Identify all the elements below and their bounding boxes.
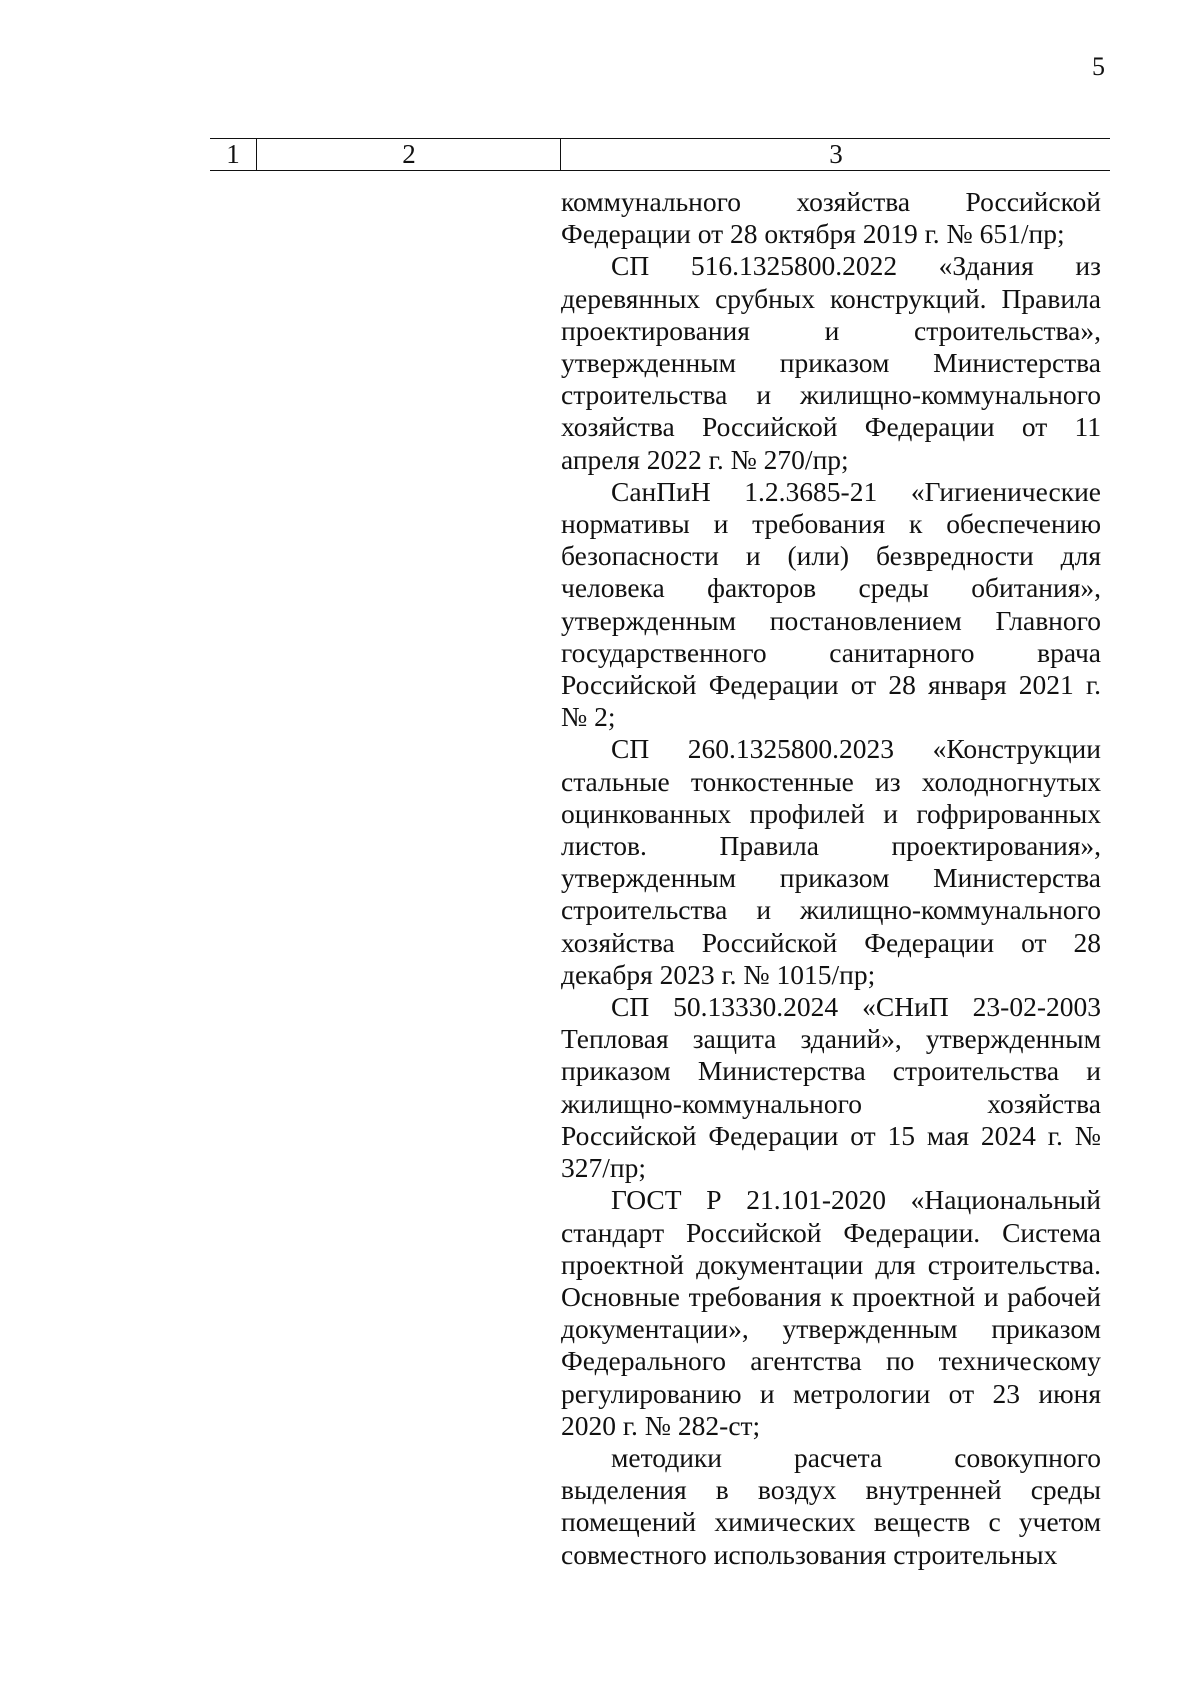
paragraph-continuation: коммунального хозяйства Российской Федерации от 28 октября 2019 г. № 651/пр;: [561, 186, 1101, 250]
table-cell-column-3: [561, 186, 1101, 1571]
paragraph-sp-516: СП 516.1325800.2022 «Здания из деревянных срубных конструкций. Правила проектирования и строительства», утвержденным приказом Министерства строительства и жилищно-коммунального хозяйства Российской Федерации от 11 апреля 2022 г. № 270/пр;: [561, 250, 1101, 475]
paragraph-sp-50: СП 50.13330.2024 «СНиП 23-02-2003 Тепловая защита зданий», утвержденным приказом Министерства строительства и жилищно-коммунального хозяйства Российской Федерации от 15 мая 2024 г. № 327/пр;: [561, 991, 1101, 1184]
table-header-row: [210, 138, 1110, 171]
paragraph-sanpin: СанПиН 1.2.3685-21 «Гигиенические нормативы и требования к обеспечению безопасности и (или) безвредности для человека факторов среды обитания», утвержденным постановлением Главного государственного санитарного врача Российской Федерации от 28 января 2021 г. № 2;: [561, 475, 1101, 733]
column-header-2: 2: [256, 139, 561, 170]
page-number: 5: [1092, 52, 1105, 81]
paragraph-methods: методики расчета совокупного выделения в воздух внутренней среды помещений химических веществ с учетом совместного использования строительных: [561, 1441, 1101, 1570]
column-header-1: 1: [226, 139, 240, 169]
column-header-3: 3: [560, 139, 1111, 170]
paragraph-sp-260: СП 260.1325800.2023 «Конструкции стальные тонкостенные из холодногнутых оцинкованных профилей и гофрированных листов. Правила проектирования», утвержденным приказом Министерства строительства и жилищно-коммунального хозяйства Российской Федерации от 28 декабря 2023 г. № 1015/пр;: [561, 733, 1101, 990]
paragraph-gost: ГОСТ Р 21.101-2020 «Национальный стандарт Российской Федерации. Система проектной документации для строительства. Основные требования к проектной и рабочей документации», утвержденным приказом Федерального агентства по техническому регулированию и метрологии от 23 июня 2020 г. № 282-ст;: [561, 1184, 1101, 1441]
